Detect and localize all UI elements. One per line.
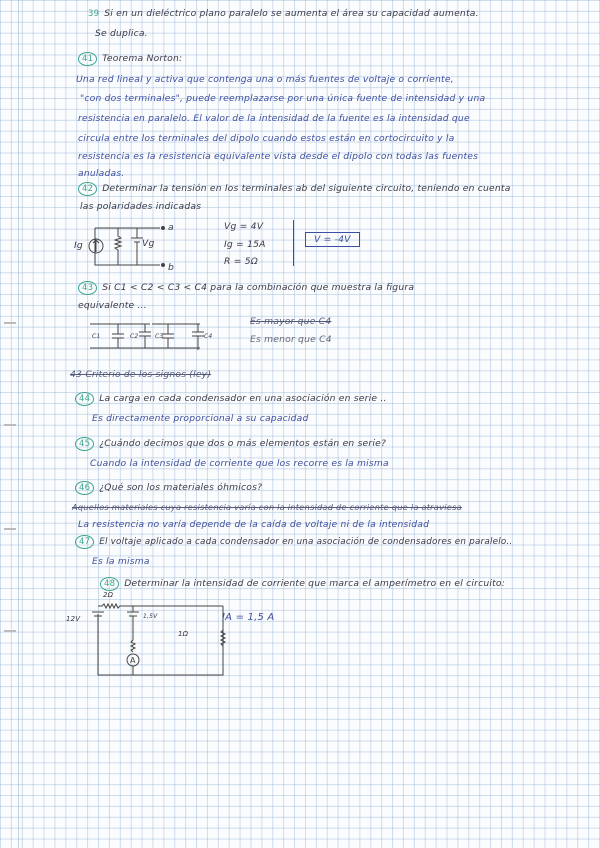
resistor-icon: [115, 228, 121, 265]
answer-46: La resistencia no varía depende de la caída de voltaje ni de la intensidad: [78, 519, 430, 530]
ammeter-circuit-diagram: [90, 600, 220, 680]
r1-label: 2Ω: [103, 591, 114, 599]
question-text: Determinar la intensidad de corriente que marca el amperímetro en el circuito:: [124, 578, 506, 589]
cap-label: C2: [130, 333, 139, 340]
svg-text:A: A: [130, 656, 136, 665]
question-text: Determinar la tensión en los terminales ab del siguiente circuito, teniendo en cuenta: [102, 183, 511, 194]
answer-42: [305, 234, 360, 245]
question-41: [78, 52, 182, 66]
paragraph-line: resistencia es la resistencia equivalente vista desde el dipolo con todas las fuentes: [78, 151, 479, 162]
terminal-b-label: b: [168, 262, 175, 273]
question-number: 44: [75, 392, 94, 406]
question-text: Si en un dieléctrico plano paralelo se aumenta el área su capacidad aumenta.: [104, 8, 479, 19]
norton-circuit-diagram: [85, 222, 195, 272]
question-number: 42: [78, 182, 97, 196]
question-42-line2: las polaridades indicadas: [80, 201, 202, 212]
question-number: 39: [88, 9, 100, 19]
struck-text: Criterio de los signos (ley): [85, 369, 212, 380]
question-number: 48: [100, 577, 119, 591]
question-number: 46: [75, 481, 94, 495]
question-47: [75, 535, 512, 549]
question-44: [75, 392, 387, 406]
question-text: ¿Cuándo decimos que dos o más elementos están en serie?: [99, 438, 387, 449]
question-number: 45: [75, 437, 94, 451]
question-46: [75, 481, 262, 495]
question-42: [78, 182, 511, 196]
v2-label: 1,5V: [143, 613, 158, 620]
brace: [293, 220, 294, 266]
margin-line: [18, 0, 19, 848]
binder-mark: [4, 424, 16, 426]
answer-48: IA = 1,5 A: [222, 612, 275, 623]
given-value: Ig = 15A: [224, 239, 266, 250]
paragraph-line: Una red lineal y activa que contenga una o más fuentes de voltaje o corriente,: [76, 74, 454, 85]
question-43: [78, 281, 414, 295]
question-48: [100, 577, 505, 591]
battery-icon: [92, 612, 104, 620]
given-value: Vg = 4V: [224, 221, 264, 232]
cap-label: C1: [92, 333, 101, 340]
question-number: 47: [75, 535, 94, 549]
paragraph-line: "con dos terminales", puede reemplazarse por una única fuente de intensidad y una: [80, 93, 486, 104]
question-text: El voltaje aplicado a cada condensador en una asociación de condensadores en paralelo..: [99, 537, 513, 547]
answer-44: Es directamente proporcional a su capacidad: [92, 413, 309, 424]
question-text: Si C1 < C2 < C3 < C4 para la combinación que muestra la figura: [102, 282, 415, 293]
vg-label: Vg: [142, 238, 155, 249]
question-text: ¿Qué son los materiales óhmicos?: [99, 482, 263, 493]
paragraph-line: anuladas.: [78, 168, 125, 179]
given-value: R = 5Ω: [224, 256, 258, 267]
answer-45: Cuando la intensidad de corriente que los recorre es la misma: [90, 458, 389, 469]
cap-label: C3: [155, 333, 164, 340]
question-43-line2: equivalente ...: [78, 300, 147, 311]
struck-question: [70, 369, 211, 380]
answer-box: V = -4V: [305, 232, 360, 247]
paragraph-line: circula entre los terminales del dipolo cuando estos están en cortocircuito y la: [78, 133, 455, 144]
v1-label: 12V: [66, 615, 81, 623]
question-45: [75, 437, 386, 451]
question-number: 43: [70, 369, 83, 380]
ig-label: Ig: [74, 240, 83, 251]
struck-answer: Aquellos materiales cuya resistencia varía con la intensidad de corriente que la atraviesa: [72, 502, 462, 512]
terminal-a-label: a: [168, 222, 174, 233]
answer-39: Se duplica.: [95, 28, 148, 39]
struck-answer: Es mayor que C4: [250, 316, 332, 327]
binder-mark: [4, 630, 16, 632]
question-text: La carga en cada condensador en una asociación en serie ..: [99, 393, 387, 404]
capacitor-combination-diagram: [90, 320, 213, 352]
answer-43: Es menor que C4: [250, 334, 332, 345]
binder-mark: [4, 322, 16, 324]
question-title: Teorema Norton:: [102, 53, 183, 64]
wire: [98, 604, 223, 675]
question-number: 41: [78, 52, 97, 66]
r2-label: 1Ω: [178, 630, 189, 638]
cap-label: C4: [204, 333, 213, 340]
paragraph-line: resistencia en paralelo. El valor de la intensidad de la fuente es la intensidad que: [78, 113, 470, 124]
question-39: [88, 8, 479, 19]
battery-icon: [127, 606, 139, 652]
question-number: 43: [78, 281, 97, 295]
binder-mark: [4, 528, 16, 530]
answer-47: Es la misma: [92, 556, 150, 567]
